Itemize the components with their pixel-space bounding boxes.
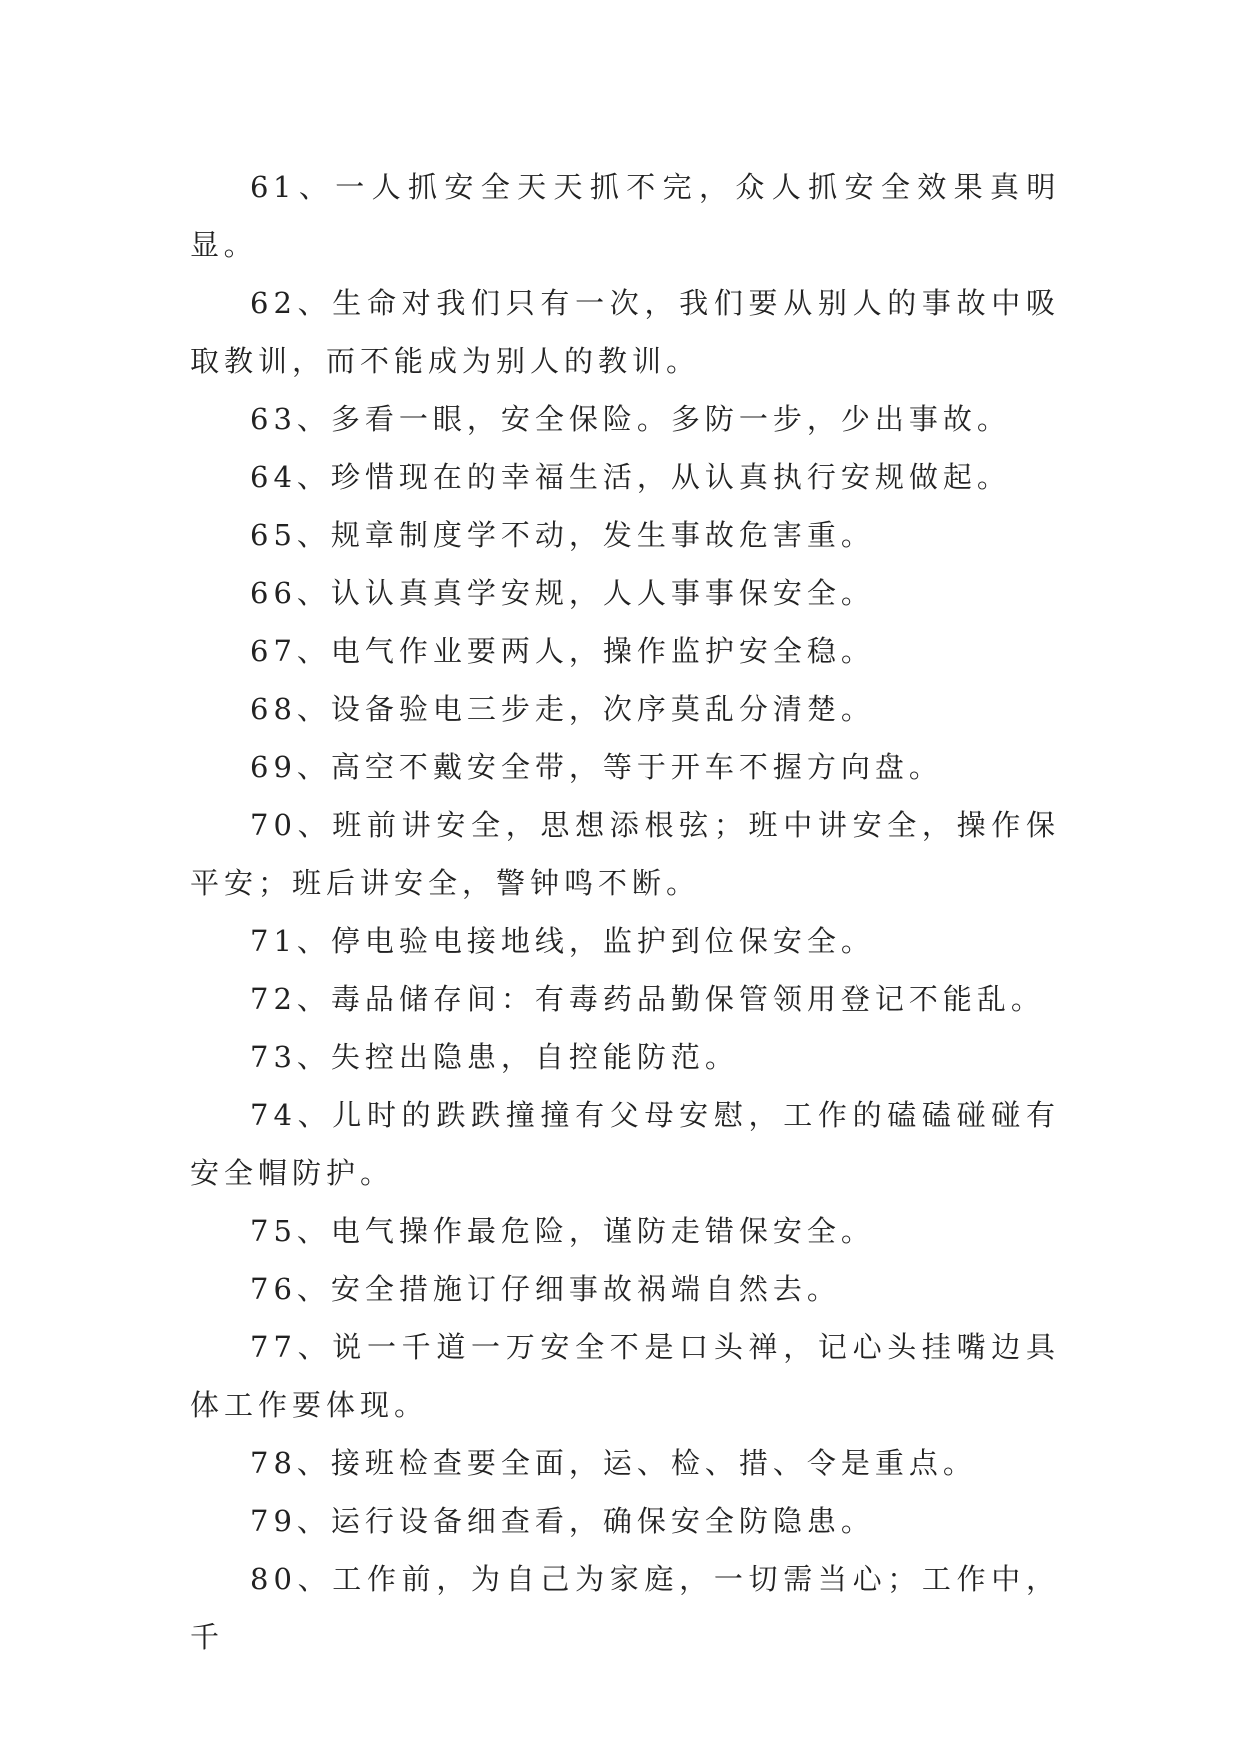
document-body <box>190 158 1060 1666</box>
paragraph-63: 63、多看一眼，安全保险。多防一步，少出事故。 <box>250 402 1011 436</box>
paragraph-65: 65、规章制度学不动，发生事故危害重。 <box>250 518 875 552</box>
paragraph-61: 61、一人抓安全天天抓不完，众人抓安全效果真明显。 <box>190 170 1060 262</box>
paragraph-64: 64、珍惜现在的幸福生活，从认真执行安规做起。 <box>250 460 1011 494</box>
paragraph-77: 77、说一千道一万安全不是口头禅，记心头挂嘴边具体工作要体现。 <box>190 1330 1060 1422</box>
paragraph-78: 78、接班检查要全面，运、检、措、令是重点。 <box>250 1446 977 1480</box>
paragraph-79: 79、运行设备细查看，确保安全防隐患。 <box>250 1504 875 1538</box>
paragraph-62: 62、生命对我们只有一次，我们要从别人的事故中吸取教训，而不能成为别人的教训。 <box>190 286 1060 378</box>
paragraph-67: 67、电气作业要两人，操作监护安全稳。 <box>250 634 875 668</box>
paragraph-66: 66、认认真真学安规，人人事事保安全。 <box>250 576 875 610</box>
paragraph-75: 75、电气操作最危险，谨防走错保安全。 <box>250 1214 875 1248</box>
paragraph-73: 73、失控出隐患，自控能防范。 <box>250 1040 739 1074</box>
paragraph-72: 72、毒品储存间：有毒药品勤保管领用登记不能乱。 <box>250 982 1045 1016</box>
paragraph-71: 71、停电验电接地线，监护到位保安全。 <box>250 924 875 958</box>
paragraph-68: 68、设备验电三步走，次序莫乱分清楚。 <box>250 692 875 726</box>
paragraph-70: 70、班前讲安全，思想添根弦；班中讲安全，操作保平安；班后讲安全，警钟鸣不断。 <box>190 808 1060 900</box>
paragraph-76: 76、安全措施订仔细事故祸端自然去。 <box>250 1272 841 1306</box>
paragraph-80: 80、工作前，为自己为家庭，一切需当心；工作中，千 <box>190 1562 1060 1654</box>
paragraph-69: 69、高空不戴安全带，等于开车不握方向盘。 <box>250 750 943 784</box>
paragraph-74: 74、儿时的跌跌撞撞有父母安慰，工作的磕磕碰碰有安全帽防护。 <box>190 1098 1060 1190</box>
